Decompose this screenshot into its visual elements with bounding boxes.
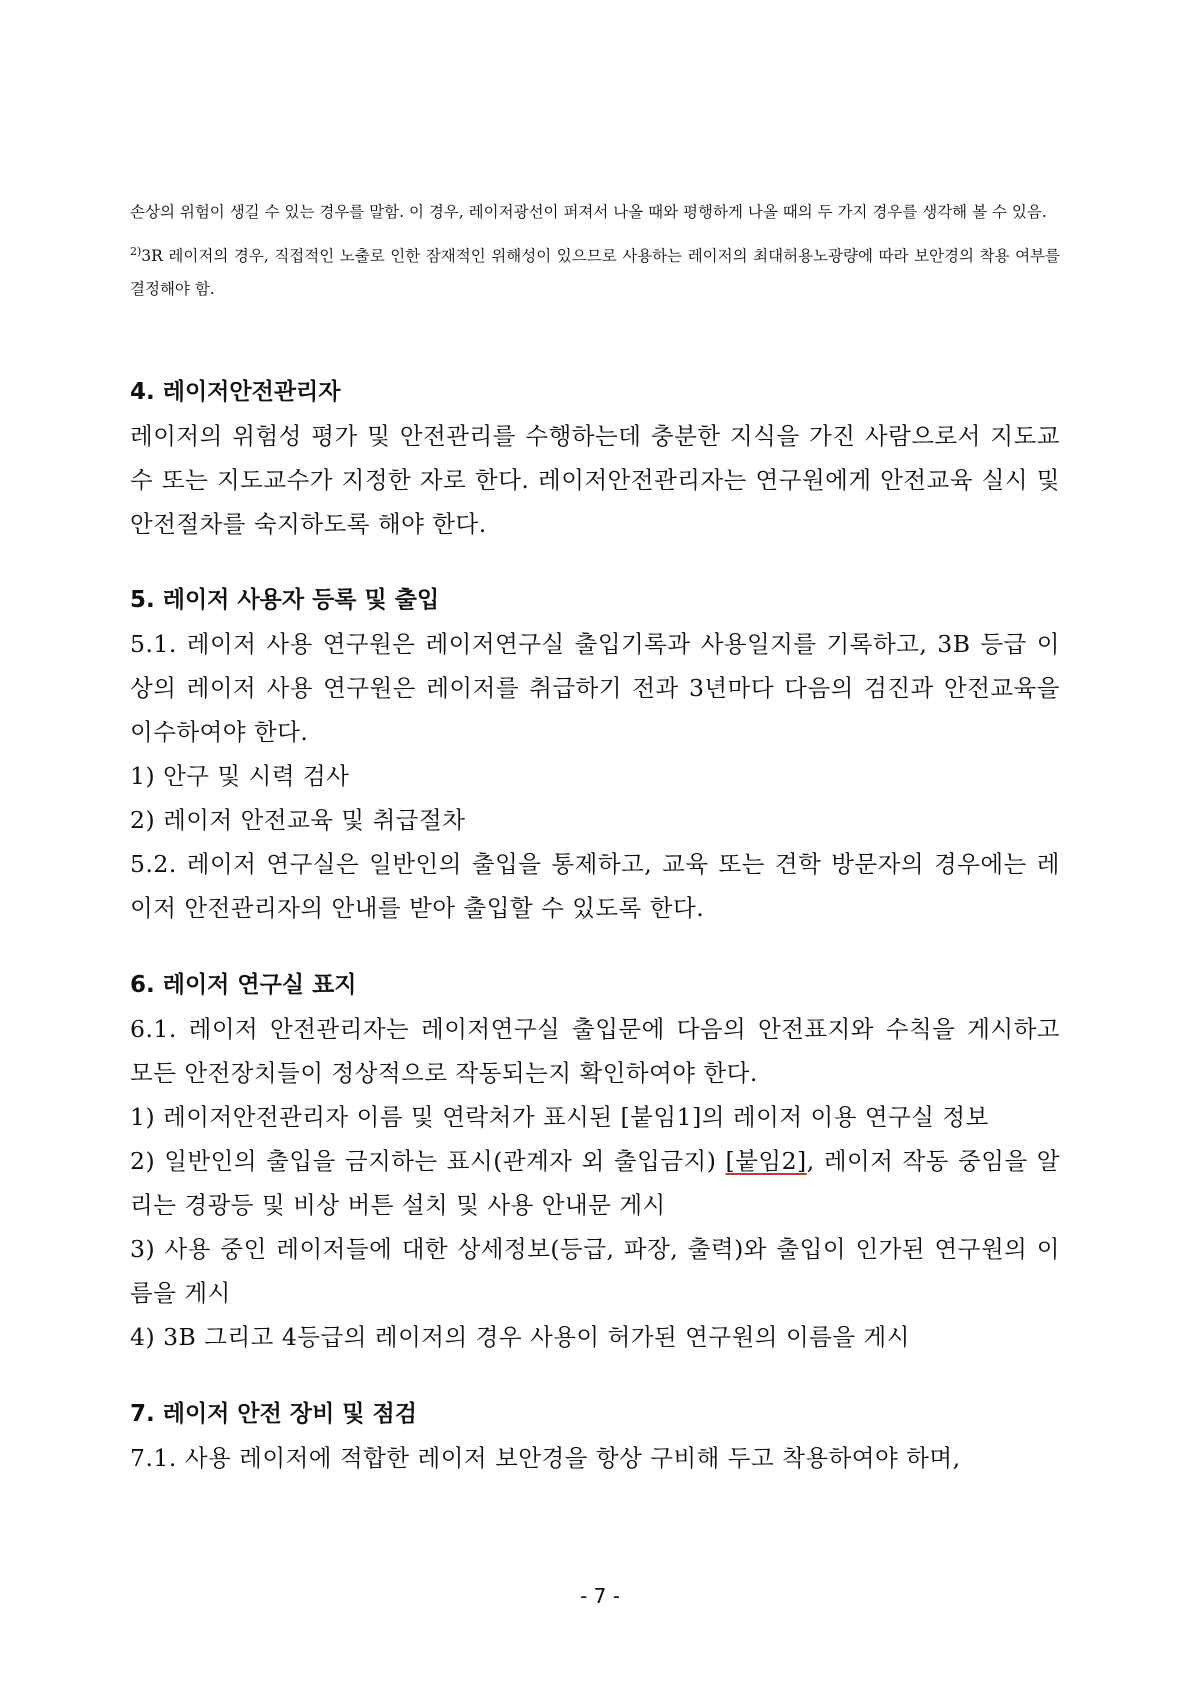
section-6-item-2-pre: 2) 일반인의 출입을 금지하는 표시(관계자 외 출입금지) <box>130 1147 726 1175</box>
section-6-item-4: 4) 3B 그리고 4등급의 레이저의 경우 사용이 허가된 연구원의 이름을 게시 <box>130 1323 910 1351</box>
section-6-item-2-post: , 레이저 작동 중임을 알리는 경광등 및 비상 버튼 설치 및 사용 안내문 게시 <box>130 1147 1060 1219</box>
section-5-paragraph-2: 5.2. 레이저 연구실은 일반인의 출입을 통제하고, 교육 또는 견학 방문자의 경우에는 레이저 안전관리자의 안내를 받아 출입할 수 있도록 한다. <box>130 850 1060 922</box>
section-4-heading: 4. 레이저안전관리자 <box>130 379 341 405</box>
section-5-item-2: 2) 레이저 안전교육 및 취급절차 <box>130 806 466 834</box>
section-6-paragraph-1: 6.1. 레이저 안전관리자는 레이저연구실 출입문에 다음의 안전표지와 수칙을 게시하고 모든 안전장치들이 정상적으로 작동되는지 확인하여야 한다. <box>130 1015 1060 1087</box>
section-6-item-1: 1) 레이저안전관리자 이름 및 연락처가 표시된 [붙임1]의 레이저 이용 연구실 정보 <box>130 1103 989 1131</box>
footnote-continued: 손상의 위험이 생길 수 있는 경우를 말함. 이 경우, 레이저광선이 퍼져서 나올 때와 평행하게 나올 때의 두 가지 경우를 생각해 볼 수 있음. <box>130 203 1047 221</box>
page-number: - 7 - <box>580 1584 620 1608</box>
section-6-item-3: 3) 사용 중인 레이저들에 대한 상세정보(등급, 파장, 출력)와 출입이 인가된 연구원의 이름을 게시 <box>130 1235 1060 1307</box>
section-6-item-2 <box>130 1139 1060 1227</box>
section-7 <box>130 1392 1060 1480</box>
footnote-2-marker: 2) <box>130 245 142 258</box>
section-5-paragraph-1: 5.1. 레이저 사용 연구원은 레이저연구실 출입기록과 사용일지를 기록하고, 3B 등급 이상의 레이저 사용 연구원은 레이저를 취급하기 전과 3년마다 다음의 검진과 안전교육을 이수하여야 한다. <box>130 630 1060 746</box>
section-6-heading: 6. 레이저 연구실 표지 <box>130 972 357 998</box>
section-5-item-1: 1) 안구 및 시력 검사 <box>130 762 350 790</box>
section-7-paragraph-1: 7.1. 사용 레이저에 적합한 레이저 보안경을 항상 구비해 두고 착용하여야 하며, <box>130 1444 961 1472</box>
attachment-2-reference: [붙임2] <box>725 1147 807 1175</box>
footnote-2 <box>130 235 1060 306</box>
section-5 <box>130 578 1060 930</box>
section-6 <box>130 963 1060 1359</box>
footnote-2-text: 3R 레이저의 경우, 직접적인 노출로 인한 잠재적인 위해성이 있으므로 사용하는 레이저의 최대허용노광량에 따라 보안경의 착용 여부를 결정해야 함. <box>130 247 1060 298</box>
section-4 <box>130 370 1060 546</box>
footnotes <box>130 196 1060 306</box>
section-7-heading: 7. 레이저 안전 장비 및 점검 <box>130 1401 417 1427</box>
document-page <box>130 0 1060 1697</box>
section-5-heading: 5. 레이저 사용자 등록 및 출입 <box>130 587 440 613</box>
section-4-body: 레이저의 위험성 평가 및 안전관리를 수행하는데 충분한 지식을 가진 사람으로서 지도교수 또는 지도교수가 지정한 자로 한다. 레이저안전관리자는 연구원에게 안전교육 실시 및 안전절차를 숙지하도록 해야 한다. <box>130 422 1060 538</box>
